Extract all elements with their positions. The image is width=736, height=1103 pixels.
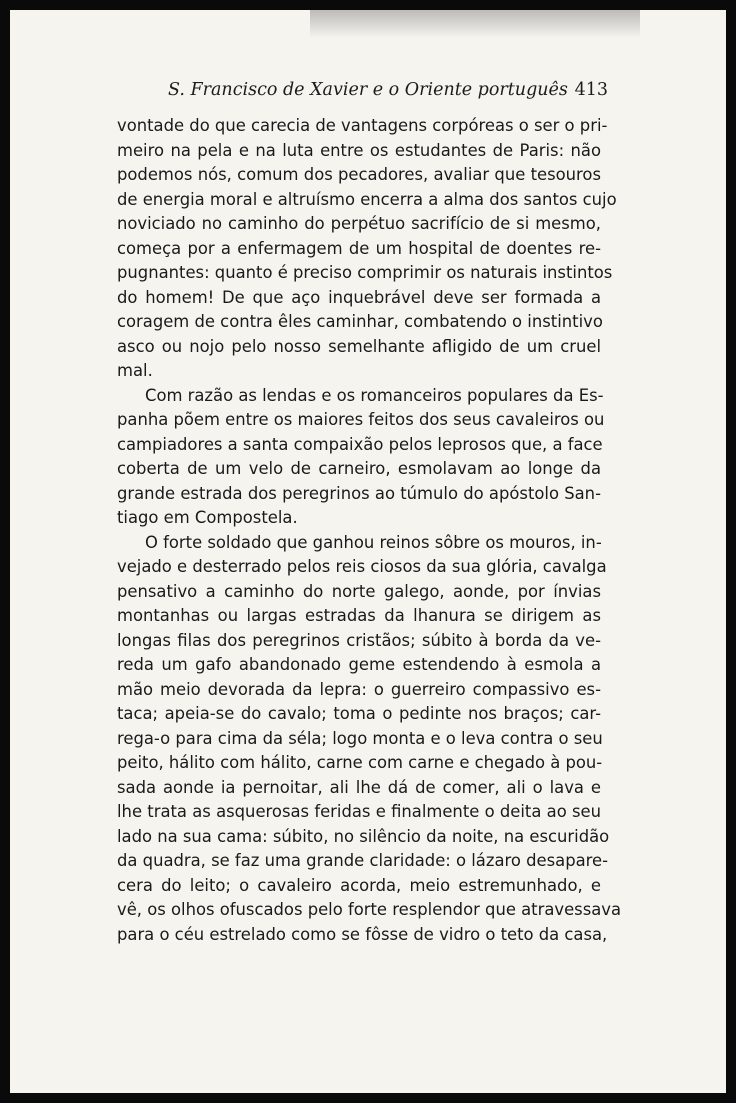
body-text (117, 114, 622, 947)
text-line: grande estrada dos peregrinos ao túmulo do apóstolo San- (117, 483, 601, 503)
text-line: panha põem entre os maiores feitos dos seus cavaleiros ou (117, 410, 605, 429)
text-line: vontade do que carecia de vantagens corpóreas o ser o pri- (117, 116, 608, 135)
text-line: lado na sua cama: súbito, no silêncio da noite, na escuridão (117, 826, 610, 846)
page-number: 413 (574, 80, 608, 100)
text-line: rega-o para cima da séla; logo monta e o leva contra o seu (117, 728, 603, 748)
text-line: vê, os olhos ofuscados pelo forte resplendor que atravessava (117, 900, 622, 919)
running-title: S. Francisco de Xavier e o Oriente português (168, 80, 568, 100)
text-line: pensativo a caminho do norte galego, aonde, por ínvias (117, 581, 601, 601)
text-line: cera do leito; o cavaleiro acorda, meio estremunhado, e (117, 875, 601, 895)
paragraph-2 (117, 384, 605, 531)
text-line: vejado e desterrado pelos reis ciosos da sua glória, cavalga (117, 557, 607, 576)
text-line: tiago em Compostela. (117, 508, 298, 527)
text-line: da quadra, se faz uma grande claridade: o lázaro desapare- (117, 851, 609, 870)
text-line: noviciado no caminho do perpétuo sacrifício de si mesmo, (117, 214, 601, 233)
text-line: asco ou nojo pelo nosso semelhante afligido de um cruel (117, 336, 601, 356)
running-header (168, 76, 608, 106)
scan-shadow (310, 10, 640, 38)
text-line: lhe trata as asquerosas feridas e finalmente o deita ao seu (117, 802, 601, 821)
text-line: coberta de um velo de carneiro, esmolavam ao longe da (117, 459, 601, 478)
text-line: campiadores a santa compaixão pelos leprosos que, a face (117, 434, 603, 454)
text-line: O forte soldado que ganhou reinos sôbre os mouros, in- (145, 532, 602, 552)
text-line: longas filas dos peregrinos cristãos; súbito à borda da ve- (117, 630, 601, 650)
paragraph-1 (117, 114, 617, 384)
text-line: coragem de contra êles caminhar, combatendo o instintivo (117, 312, 603, 331)
text-line: para o céu estrelado como se fôsse de vidro o teto da casa, (117, 924, 608, 944)
text-line: de energia moral e altruísmo encerra a alma dos santos cujo (117, 189, 617, 209)
text-line: podemos nós, comum dos pecadores, avaliar que tesouros (117, 165, 601, 184)
text-line: taca; apeia-se do cavalo; toma o pedinte nos braços; car- (117, 704, 601, 723)
text-line: começa por a enfermagem de um hospital de doentes re- (117, 238, 601, 258)
book-page (10, 10, 726, 1093)
text-line: reda um gafo abandonado geme estendendo à esmola a (117, 655, 601, 674)
text-line: do homem! De que aço inquebrável deve ser formada a (117, 287, 601, 307)
text-line: meiro na pela e na luta entre os estudantes de Paris: não (117, 140, 601, 160)
text-line: mão meio devorada da lepra: o guerreiro compassivo es- (117, 679, 601, 699)
text-line: peito, hálito com hálito, carne com carne e chegado à pou- (117, 753, 603, 772)
text-line: sada aonde ia pernoitar, ali lhe dá de comer, ali o lava e (117, 777, 601, 797)
paragraph-3 (117, 531, 622, 948)
text-line: Com razão as lendas e os romanceiros populares da Es- (145, 385, 604, 405)
text-line: mal. (117, 361, 153, 380)
text-line: pugnantes: quanto é preciso comprimir os naturais instintos (117, 263, 613, 282)
text-line: montanhas ou largas estradas da lhanura se dirigem as (117, 606, 601, 625)
